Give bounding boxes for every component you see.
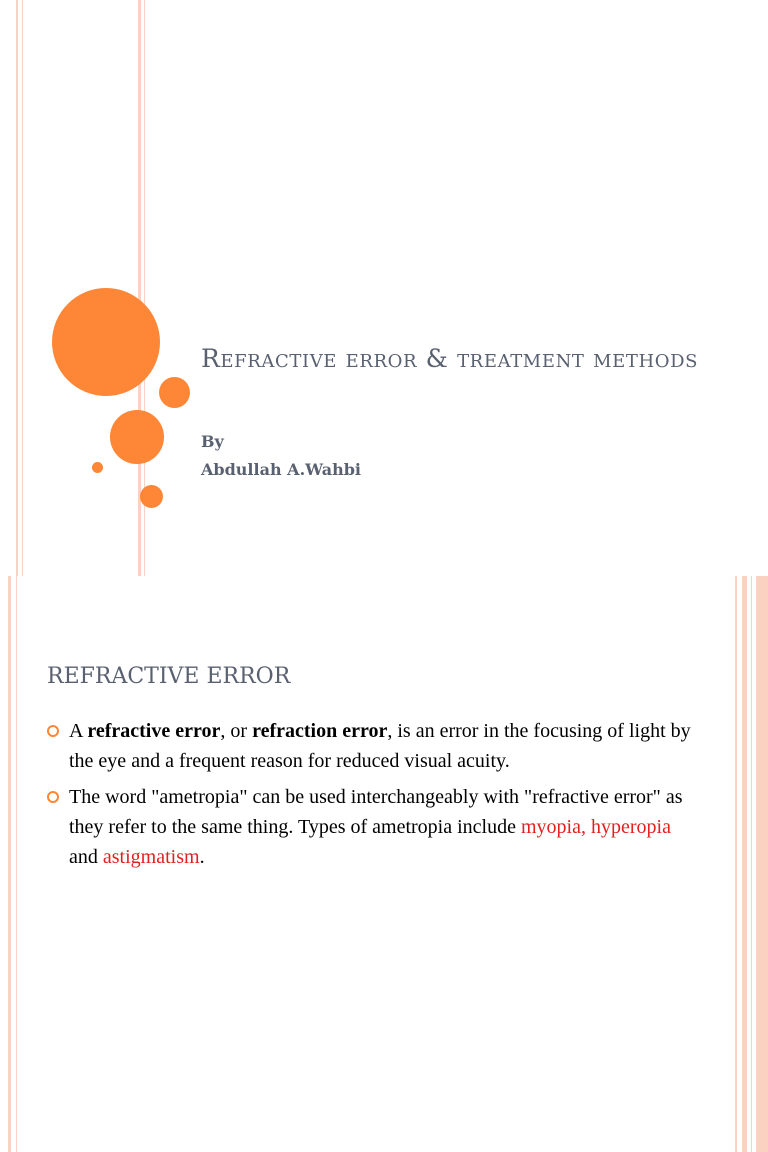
text-run: The word "ametropia" can be used interchangeably with "refractive error" as they refer to the same thing. Types of ametropia include <box>69 786 683 838</box>
bold-term: refractive error <box>87 720 221 742</box>
small-circle-icon <box>159 377 190 408</box>
decorative-line <box>735 576 737 1152</box>
author-name: Abdullah A.Wahbi <box>201 460 361 479</box>
decorative-line <box>22 0 23 576</box>
text-run: . <box>199 846 205 868</box>
highlighted-term: myopia, hyperopia <box>520 816 671 838</box>
content-slide <box>0 576 768 1152</box>
text-run: and <box>69 846 103 868</box>
text-run: A <box>69 720 88 742</box>
decorative-line <box>16 576 17 1152</box>
hollow-circle-bullet-icon <box>47 791 59 803</box>
slide-title: Refractive error & treatment methods <box>201 344 699 373</box>
text-run: , is an error in the focusing of light by the eye and a frequent reason for reduced visual acuity. <box>69 720 691 772</box>
decorative-line <box>8 576 11 1152</box>
decorative-line <box>138 0 141 576</box>
small-circle-icon <box>140 485 163 508</box>
text-run: , or <box>220 720 253 742</box>
tiny-circle-icon <box>92 462 103 473</box>
bold-term: refraction error <box>252 720 388 742</box>
decorative-line <box>756 576 768 1152</box>
subtitle <box>201 428 361 484</box>
slide-title: REFRACTIVE ERROR <box>47 664 291 689</box>
highlighted-term: astigmatism <box>102 846 200 868</box>
decorative-line <box>742 576 747 1152</box>
bullet-list <box>45 716 695 878</box>
decorative-line <box>751 576 752 1152</box>
decorative-line <box>16 0 18 576</box>
list-item <box>45 782 695 872</box>
by-label: By <box>201 432 224 451</box>
list-item <box>45 716 695 776</box>
medium-circle-icon <box>110 410 164 464</box>
large-circle-icon <box>52 288 160 396</box>
hollow-circle-bullet-icon <box>47 725 59 737</box>
